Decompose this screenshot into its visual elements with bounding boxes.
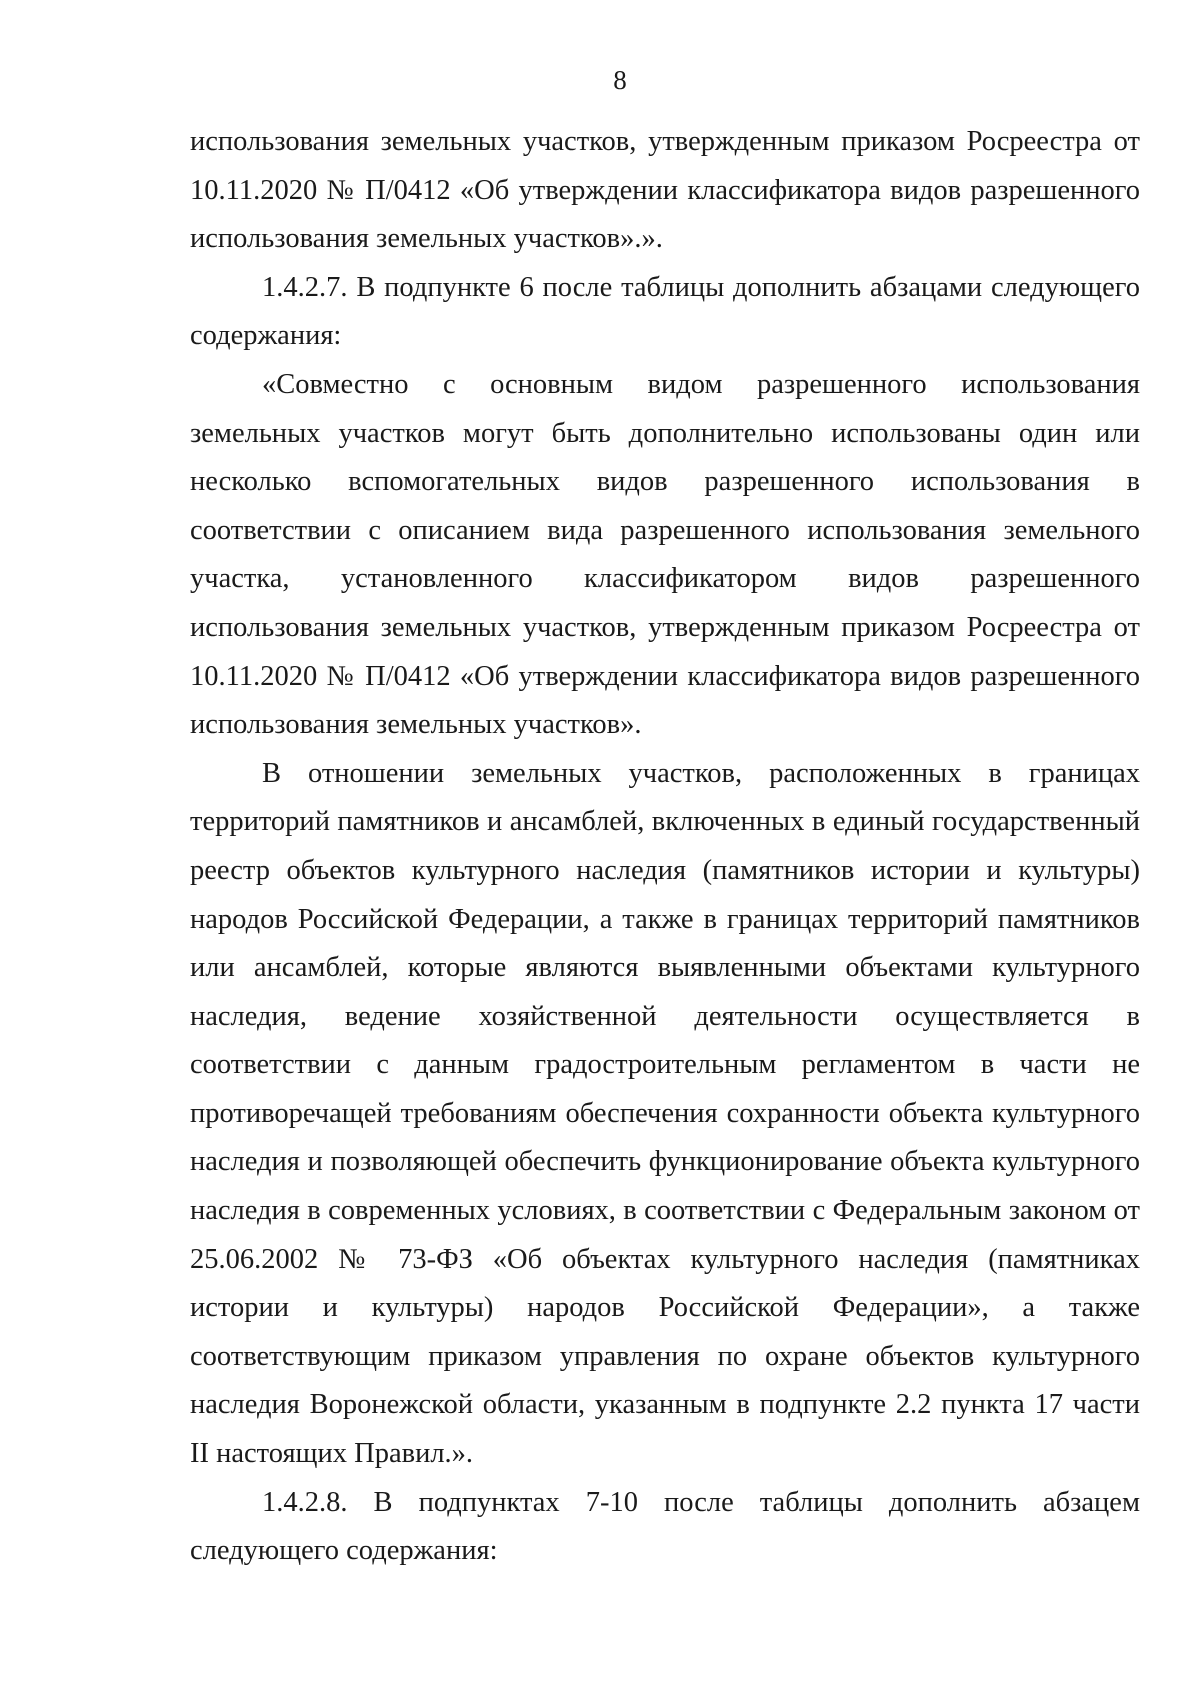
page-number: 8: [613, 65, 627, 95]
document-body: [190, 118, 1140, 1576]
paragraph-auxiliary-use: «Совместно с основным видом разрешенного использования земельных участков могут быть дополнительно использованы один или несколько вспомогательных видов разрешенного использования в соответствии с описанием вида разрешенного использования земельного участка, установленного классификатором видов разрешенного использования земельных участков, утвержденным приказом Росреестра от 10.11.2020 № П/0412 «Об утверждении классификатора видов разрешенного использования земельных участков».: [190, 368, 1140, 741]
paragraph-item-1-4-2-7: 1.4.2.7. В подпункте 6 после таблицы дополнить абзацами следующего содержания:: [190, 271, 1140, 352]
paragraph-item-1-4-2-8: 1.4.2.8. В подпунктах 7-10 после таблицы дополнить абзацем следующего содержания:: [190, 1486, 1140, 1567]
paragraph-cultural-heritage: В отношении земельных участков, расположенных в границах территорий памятников и ансамблей, включенных в единый государственный реестр объектов культурного наследия (памятников истории и культуры) народов Российской Федерации, а также в границах территорий памятников или ансамблей, которые являются выявленными объектами культурного наследия, ведение хозяйственной деятельности осуществляется в соответствии с данным градостроительным регламентом в части не противоречащей требованиям обеспечения сохранности объекта культурного наследия и позволяющей обеспечить функционирование объекта культурного наследия в современных условиях, в соответствии с Федеральным законом от 25.06.2002 № 73-ФЗ «Об объектах культурного наследия (памятниках истории и культуры) народов Российской Федерации», а также соответствующим приказом управления по охране объектов культурного наследия Воронежской области, указанным в подпункте 2.2 пункта 17 части II настоящих Правил.».: [190, 757, 1140, 1470]
paragraph-continuation: использования земельных участков, утвержденным приказом Росреестра от 10.11.2020 № П/0412 «Об утверждении классификатора видов разрешенного использования земельных участков».».: [190, 126, 1140, 255]
